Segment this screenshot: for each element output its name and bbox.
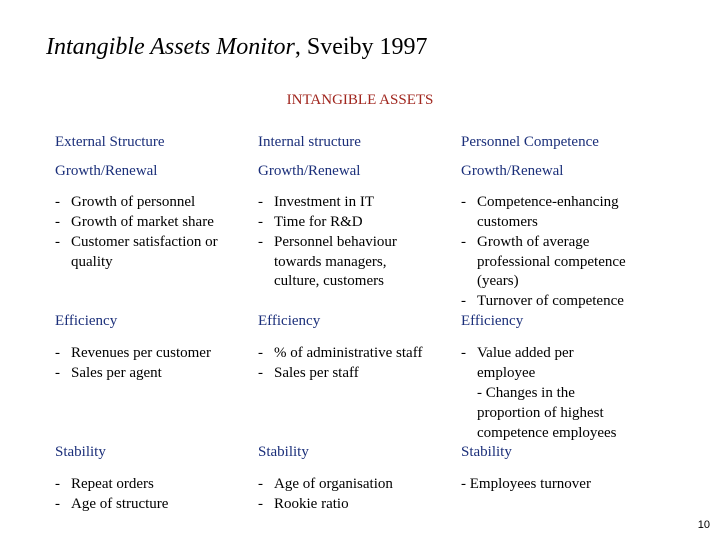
list-item-continuation: customers xyxy=(477,214,538,230)
list-item: - Growth of average xyxy=(461,234,590,250)
list-item-continuation: employee xyxy=(477,365,536,381)
list-item: - Competence-enhancing xyxy=(461,194,619,210)
list-item-continuation: competence employees xyxy=(477,425,617,441)
list-item: - Value added per xyxy=(461,345,574,361)
section-label: Growth/Renewal xyxy=(258,163,361,179)
list-item-continuation: quality xyxy=(71,254,113,270)
list-item: - Age of organisation xyxy=(258,476,393,492)
section-label: Efficiency xyxy=(461,313,524,329)
list-item-continuation: towards managers, xyxy=(274,254,387,270)
slide-title xyxy=(46,34,428,61)
list-item: - Investment in IT xyxy=(258,194,374,210)
list-item: - Personnel behaviour xyxy=(258,234,397,250)
column-header-external-structure: External Structure xyxy=(55,134,165,150)
section-label: Stability xyxy=(55,444,106,460)
column-header-personnel-competence: Personnel Competence xyxy=(461,134,599,150)
list-item: - Age of structure xyxy=(55,496,169,512)
section-label: Growth/Renewal xyxy=(55,163,158,179)
list-item-continuation: professional competence xyxy=(477,254,626,270)
section-label: Efficiency xyxy=(258,313,321,329)
section-label: Growth/Renewal xyxy=(461,163,564,179)
list-item: - Sales per staff xyxy=(258,365,359,381)
section-label: Stability xyxy=(461,444,512,460)
list-item: - Rookie ratio xyxy=(258,496,349,512)
page-number: 10 xyxy=(697,519,710,531)
list-item-continuation: - Changes in the xyxy=(477,385,575,401)
list-item: - Customer satisfaction or xyxy=(55,234,218,250)
list-item: - % of administrative staff xyxy=(258,345,423,361)
section-label: Efficiency xyxy=(55,313,118,329)
list-item-continuation: proportion of highest xyxy=(477,405,604,421)
list-item: - Growth of personnel xyxy=(55,194,196,210)
column-header-internal-structure: Internal structure xyxy=(258,134,361,150)
list-item: - Employees turnover xyxy=(461,476,591,492)
list-item: - Sales per agent xyxy=(55,365,162,381)
list-item-continuation: (years) xyxy=(477,273,519,289)
list-item: - Turnover of competence xyxy=(461,293,624,309)
slide-subtitle: INTANGIBLE ASSETS xyxy=(286,92,434,108)
list-item: - Revenues per customer xyxy=(55,345,211,361)
list-item-continuation: culture, customers xyxy=(274,273,384,289)
slide-title-rest: , Sveiby 1997 xyxy=(294,34,428,60)
slide-title-italic: Intangible Assets Monitor xyxy=(46,34,295,60)
section-label: Stability xyxy=(258,444,309,460)
list-item: - Growth of market share xyxy=(55,214,214,230)
list-item: - Repeat orders xyxy=(55,476,154,492)
list-item: - Time for R&D xyxy=(258,214,363,230)
